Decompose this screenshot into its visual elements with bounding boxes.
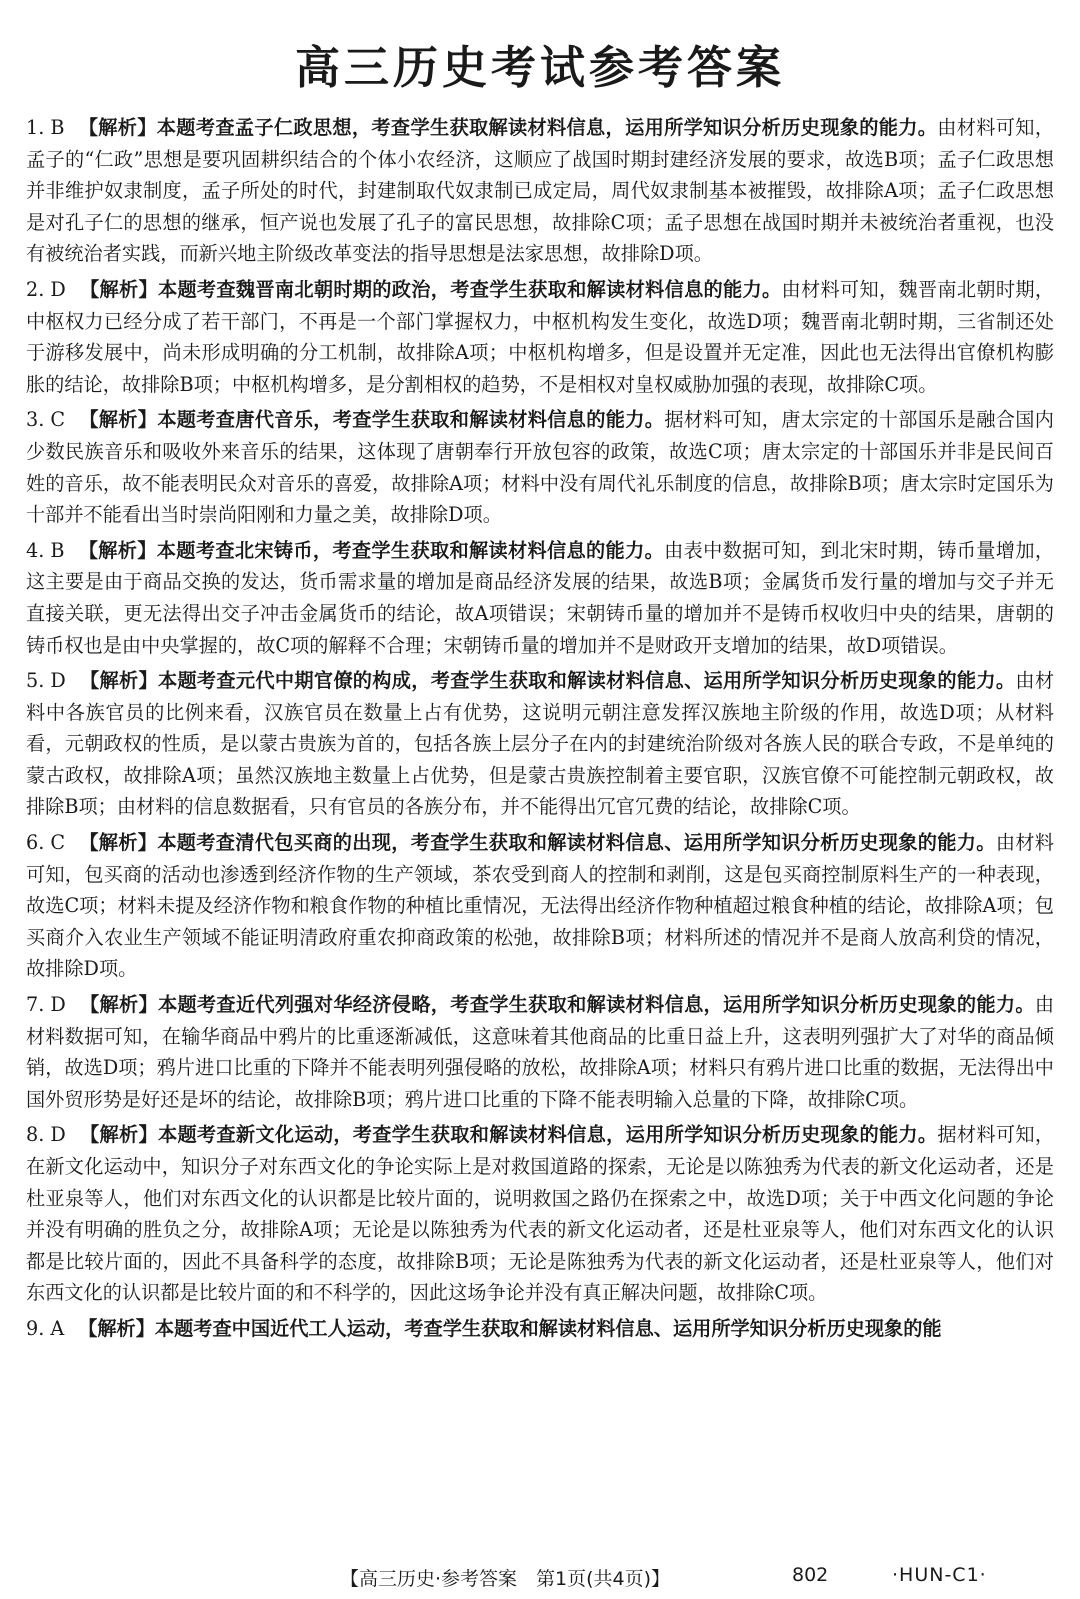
answer-item <box>26 827 1054 985</box>
answer-item <box>26 665 1054 823</box>
answer-choice: D <box>50 277 66 301</box>
analysis-body: 由材料可知，魏晋南北朝时期，中枢权力已经分成了若干部门，不再是一个部门掌握权力，中枢机构发生变化，故选D项；魏晋南北朝时期，三省制还处于游移发展中，尚未形成明确的分工机制，故排除A项；中枢机构增多，但是设置并无定准，因此也无法得出官僚机构膨胀的结论，故排除B项；中枢机构增多，是分割相权的趋势，不是相权对皇权威胁加强的表现，故排除C项。 <box>26 277 1055 396</box>
analysis-tag: 【解析】 <box>79 1123 158 1147</box>
answer-item <box>26 112 1054 270</box>
answer-number: 2. <box>26 277 45 301</box>
analysis-body: 由表中数据可知，到北宋时期，铸币量增加，这主要是由于商品交换的发达，货币需求量的增加是商品经济发展的结果，故选B项；金属货币发行量的增加与交子并无直接关联，更无法得出交子冲击金属货币的结论，故A项错误；宋朝铸币量的增加并不是铸币权收归中央的结果，唐朝的铸币权也是由中央掌握的，故C项的解释不合理；宋朝铸币量的增加并不是财政开支增加的结果，故D项错误。 <box>26 538 1055 657</box>
answer-number: 3. <box>26 408 45 432</box>
answer-number: 7. <box>26 993 45 1017</box>
answer-number: 8. <box>26 1123 45 1147</box>
answer-choice: D <box>50 1123 66 1147</box>
analysis-tag: 【解析】 <box>79 993 158 1017</box>
analysis-body: 据材料可知，唐太宗定的十部国乐是融合国内少数民族音乐和吸收外来音乐的结果，这体现了唐朝奉行开放包容的政策，故选C项；唐太宗定的十部国乐并非是民间百姓的音乐，故不能表明民众对音乐的喜爱，故排除A项；材料中没有周代礼乐制度的信息，故排除B项；唐太宗时定国乐为十部并不能看出当时崇尚阳刚和力量之美，故排除D项。 <box>26 408 1054 527</box>
analysis-tag: 【解析】 <box>78 1316 155 1340</box>
answer-item <box>26 1119 1054 1309</box>
answer-number: 9. <box>26 1316 45 1340</box>
footer-series: ·HUN-C1· <box>892 1564 987 1586</box>
analysis-body: 由材料可知，孟子的“仁政”思想是要巩固耕织结合的个体小农经济，这顺应了战国时期封建经济发展的要求，故选B项；孟子仁政思想并非维护奴隶制度，孟子所处的时代，封建制取代奴隶制已成定局，周代奴隶制基本被摧毁，故排除A项；孟子仁政思想是对孔子仁的思想的继承，恒产说也发展了孔子的富民思想，故排除C项；孟子思想在战国时期并未被统治者重视，也没有被统治者实践，而新兴地主阶级改革变法的指导思想是法家思想，故排除D项。 <box>26 116 1055 266</box>
analysis-tag: 【解析】 <box>79 831 158 855</box>
answer-number: 6. <box>26 831 45 855</box>
answer-item <box>26 535 1054 661</box>
analysis-body: 由材料中各族官员的比例来看，汉族官员在数量上占有优势，这说明元朝注意发挥汉族地主阶级的作用，故选D项；从材料看，元朝政权的性质，是以蒙古贵族为首的，包括各族上层分子在内的封建统治阶级对各族人民的联合专政，不是单纯的蒙古政权，故排除A项；虽然汉族地主数量上占优势，但是蒙古贵族控制着主要官职，汉族官僚不可能控制元朝政权，故排除B项；由材料的信息数据看，只有官员的各族分布，并不能得出冗官冗费的结论，故排除C项。 <box>26 669 1055 819</box>
analysis-body: 由材料数据可知，在输华商品中鸦片的比重逐渐减低，这意味着其他商品的比重日益上升，这表明列强扩大了对华的商品倾销，故选D项；鸦片进口比重的下降并不能表明列强侵略的放松，故排除A项；材料只有鸦片进口比重的数据，无法得出中国外贸形势是好还是坏的结论，故排除B项；鸦片进口比重的下降不能表明输入总量的下降，故排除C项。 <box>26 993 1055 1111</box>
analysis-body: 由材料可知，包买商的活动也渗透到经济作物的生产领域，茶农受到商人的控制和剥削，这是包买商控制原料生产的一种表现，故选C项；材料未提及经济作物和粮食作物的种植比重情况，无法得出经济作物种植超过粮食种植的结论，故排除A项；包买商介入农业生产领域不能证明清政府重农抑商政策的松弛，故排除B项；材料所述的情况并不是商人放高利贷的情况，故排除D项。 <box>26 831 1054 981</box>
analysis-tag: 【解析】 <box>78 116 157 139</box>
analysis-body: 据材料可知，在新文化运动中，知识分子对东西文化的争论实际上是对救国道路的探索，无论是以陈独秀为代表的新文化运动者，还是杜亚泉等人，他们对东西文化的认识都是比较片面的，说明救国之路仍在探索之中，故选D项；关于中西文化问题的争论并没有明确的胜负之分，故排除A项；无论是以陈独秀为代表的新文化运动者，还是杜亚泉等人，他们对东西文化的认识都是比较片面的，因此不具备科学的态度，故排除B项；无论是陈独秀为代表的新文化运动者，还是杜亚泉等人，他们对东西文化的认识都是比较片面的和不科学的，因此这场争论并没有真正解决问题，故排除C项。 <box>26 1123 1055 1305</box>
analysis-tag: 【解析】 <box>79 408 158 432</box>
analysis-tag: 【解析】 <box>79 669 158 693</box>
answer-item <box>26 989 1054 1115</box>
answer-item <box>26 1313 1054 1345</box>
answer-choice: A <box>50 1316 65 1340</box>
analysis-lead: 本题考查近代列强对华经济侵略，考查学生获取和解读材料信息，运用所学知识分析历史现象的能力。 <box>157 993 1035 1017</box>
analysis-lead: 本题考查魏晋南北朝时期的政治，考查学生获取和解读材料信息的能力。 <box>157 277 782 301</box>
analysis-lead: 本题考查孟子仁政思想，考查学生获取解读材料信息，运用所学知识分析历史现象的能力。 <box>156 116 938 139</box>
analysis-lead: 本题考查清代包买商的出现，考查学生获取和解读材料信息、运用所学知识分析历史现象的能力。 <box>157 831 996 855</box>
answer-number: 1. <box>26 116 45 139</box>
analysis-lead: 本题考查北宋铸币，考查学生获取和解读材料信息的能力。 <box>156 538 665 562</box>
answer-number: 4. <box>26 538 45 562</box>
analysis-lead: 本题考查唐代音乐，考查学生获取和解读材料信息的能力。 <box>157 408 665 432</box>
analysis-lead: 本题考查元代中期官僚的构成，考查学生获取和解读材料信息、运用所学知识分析历史现象的能力。 <box>157 669 1016 693</box>
analysis-lead: 本题考查中国近代工人运动，考查学生获取和解读材料信息、运用所学知识分析历史现象的能 <box>154 1316 942 1340</box>
answer-choice: D <box>50 669 66 693</box>
answer-item <box>26 404 1054 530</box>
answer-list <box>26 112 1054 1345</box>
answer-number: 5. <box>26 669 45 693</box>
page-title: 高三历史考试参考答案 <box>294 41 785 94</box>
footer-page-info: 【高三历史·参考答案 第1页(共4页)】 <box>340 1568 671 1590</box>
answer-choice: C <box>50 408 65 432</box>
answer-choice: B <box>50 538 65 562</box>
analysis-tag: 【解析】 <box>78 538 157 562</box>
page-footer <box>0 1560 1080 1596</box>
answer-choice: D <box>50 993 66 1017</box>
answer-choice: C <box>50 831 65 855</box>
analysis-lead: 本题考查新文化运动，考查学生获取和解读材料信息，运用所学知识分析历史现象的能力。 <box>157 1123 938 1147</box>
answer-choice: B <box>50 116 65 139</box>
footer-code: 802 <box>792 1564 829 1586</box>
answer-item <box>26 274 1054 400</box>
analysis-tag: 【解析】 <box>79 277 158 301</box>
